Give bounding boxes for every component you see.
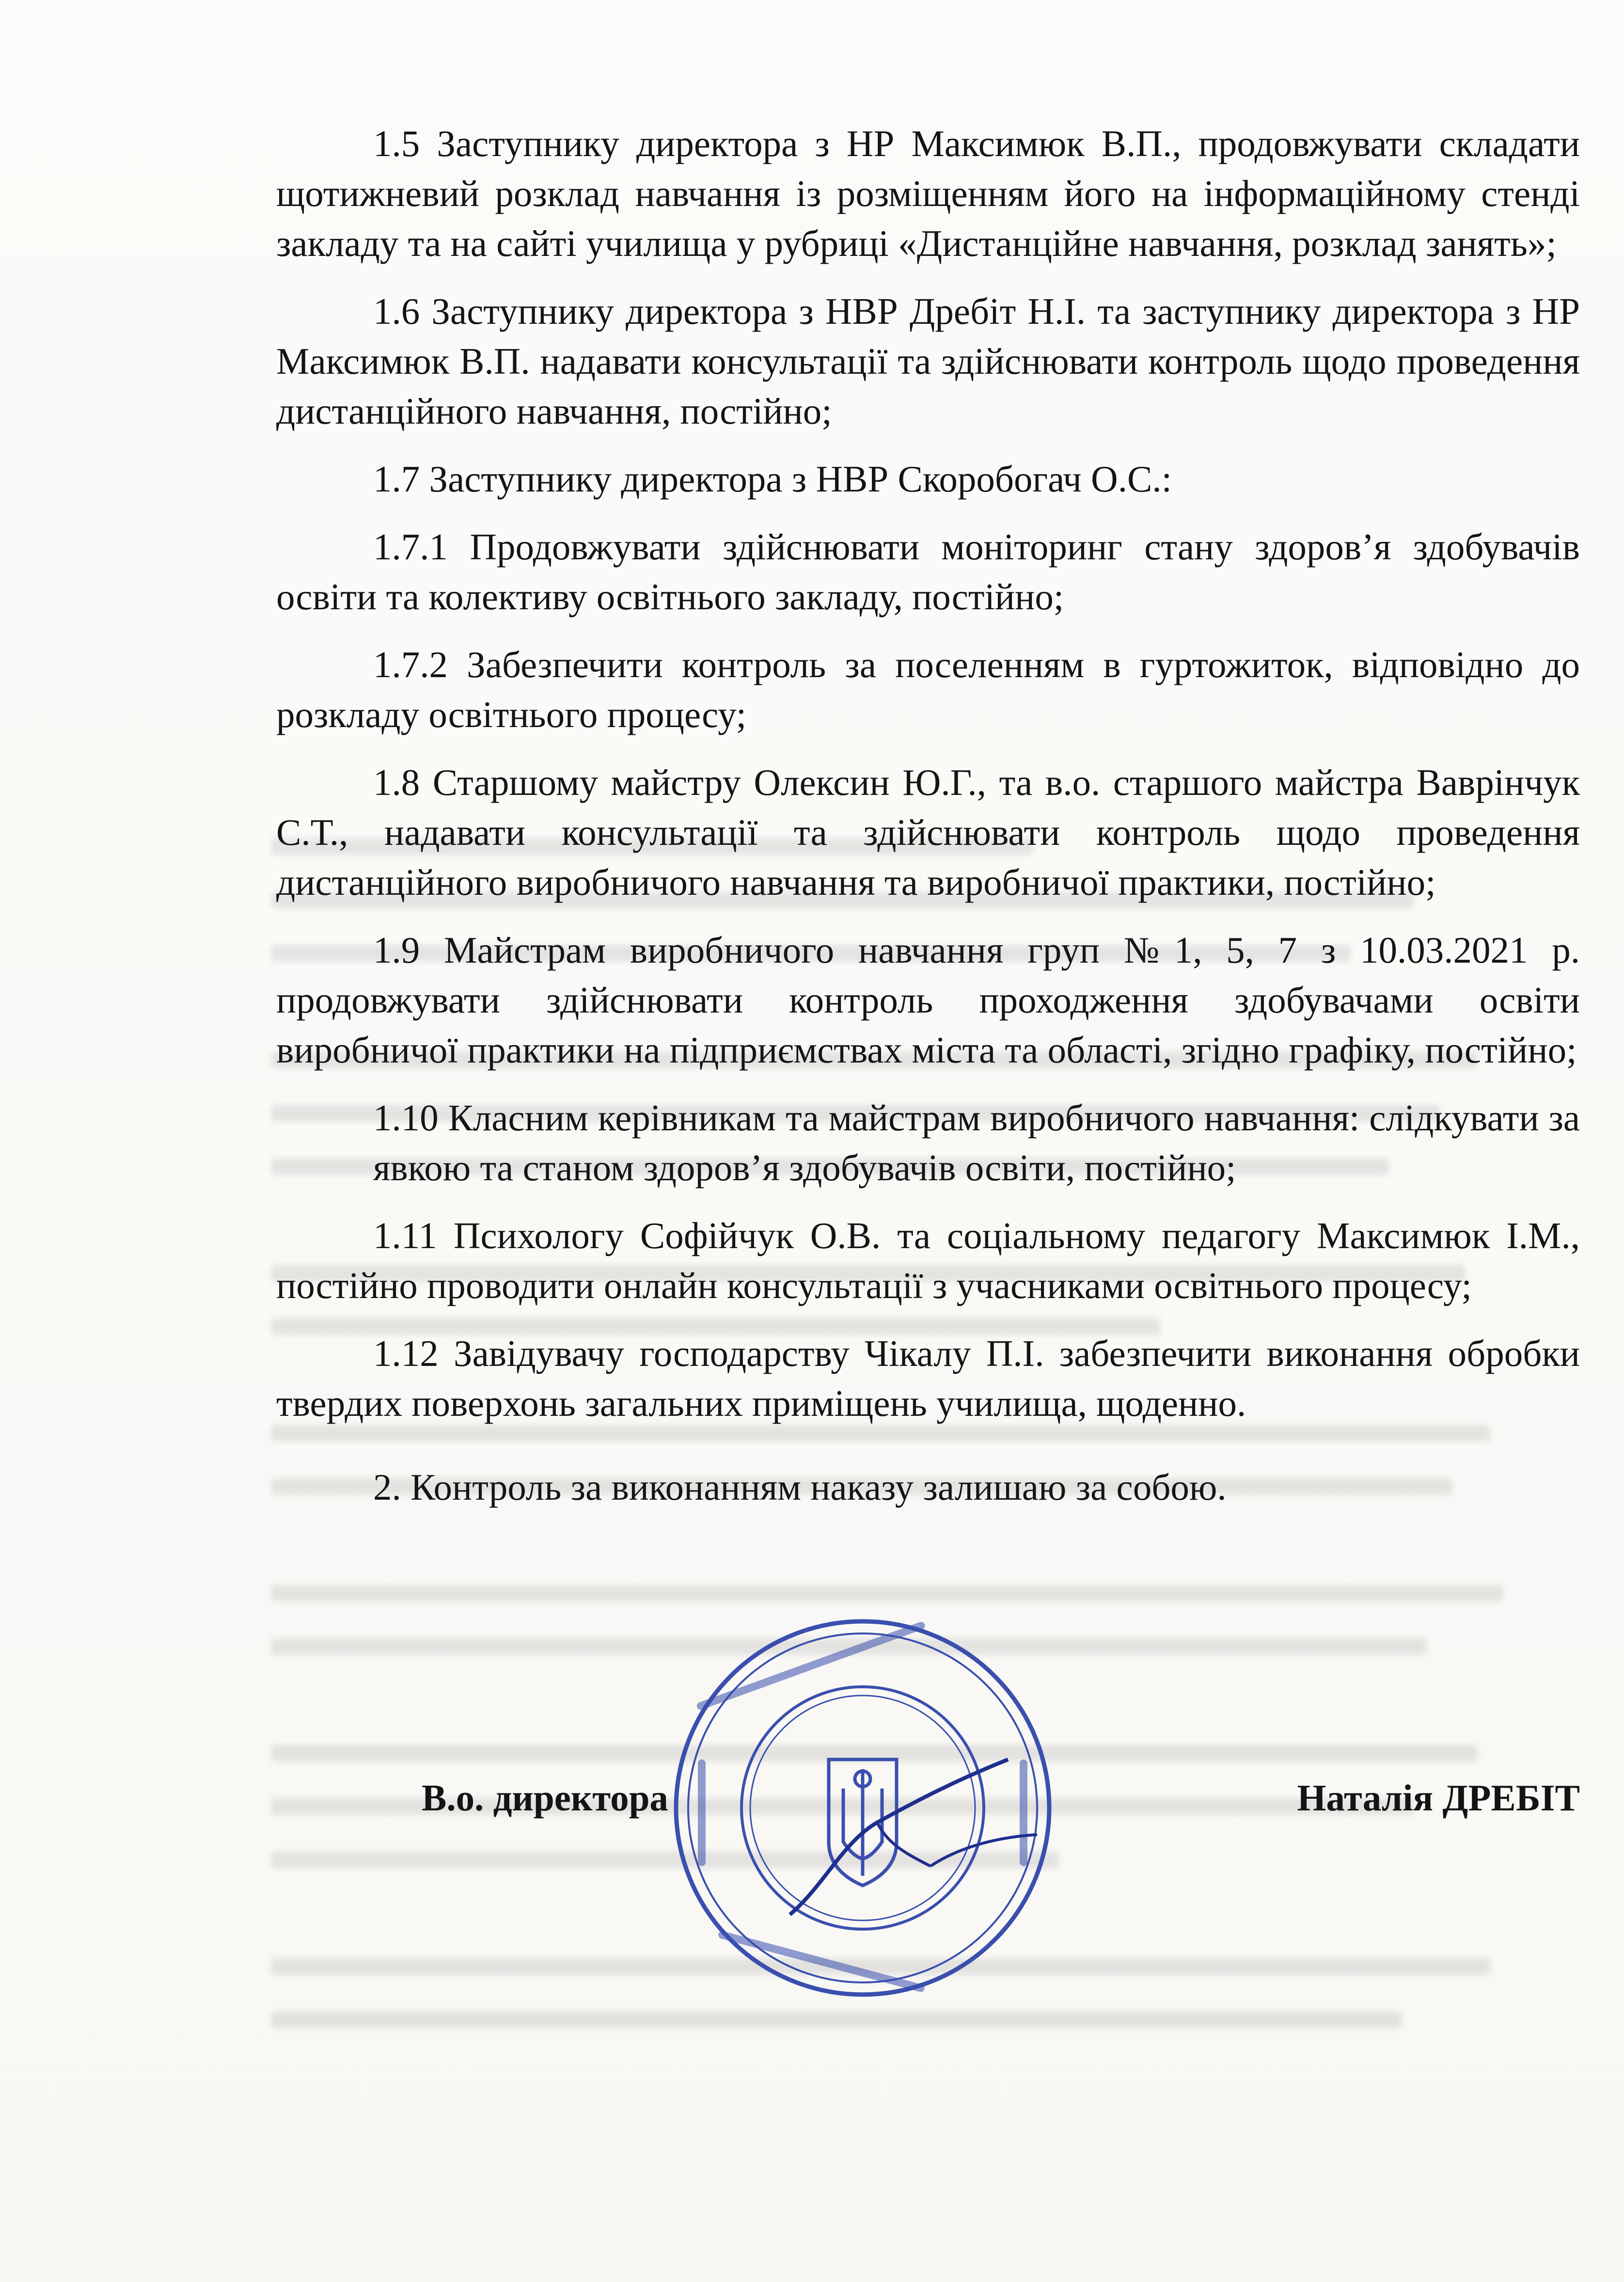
clause-1-7: 1.7 Заступнику директора з НВР Скоробогач О.С.: [373,458,1172,500]
clause-1-10: 1.10 Класним керівникам та майстрам виробничого навчання: слідкувати за явкою та станом здоров’я здобувачів освіти, постійно; [373,1097,1580,1189]
order-body [276,119,1580,1530]
clause-1-12: 1.12 Завідувачу господарству Чікалу П.І. забезпечити виконання обробки твердих поверхонь загальних приміщень училища, щоденно. [276,1332,1580,1424]
clause-2: 2. Контроль за виконанням наказу залишаю за собою. [373,1466,1227,1508]
signatory-position: В.о. директора [422,1777,668,1819]
signatory-name: Наталія ДРЕБІТ [1297,1777,1580,1819]
clause-1-11: 1.11 Психологу Софійчук О.В. та соціальному педагогу Максимюк І.М., постійно проводити онлайн консультації з учасниками освітнього процесу; [276,1215,1580,1306]
clause-1-8: 1.8 Старшому майстру Олексин Ю.Г., та в.о. старшого майстра Ваврінчук С.Т., надавати консультації та здійснювати контроль щодо проведення дистанційного виробничого навчання та виробничої практики, постійно; [276,761,1580,903]
clause-1-7-2: 1.7.2 Забезпечити контроль за поселенням в гуртожиток, відповідно до розкладу освітнього процесу; [276,644,1580,735]
clause-1-6: 1.6 Заступнику директора з НВР Дребіт Н.І. та заступнику директора з НР Максимюк В.П. надавати консультації та здійснювати контроль щодо проведення дистанційного навчання, постійно; [276,290,1580,432]
clause-1-9: 1.9 Майстрам виробничого навчання груп №1, 5, 7 з 10.03.2021 р. продовжувати здійснювати контроль проходження здобувачами освіти виробничої практики на підприємствах міста та області, згідно графіку, постійно; [276,929,1580,1071]
clause-1-7-1: 1.7.1 Продовжувати здійснювати моніторинг стану здоров’я здобувачів освіти та колективу освітнього закладу, постійно; [276,526,1580,618]
clause-1-5: 1.5 Заступнику директора з НР Максимюк В.П., продовжувати складати щотижневий розклад навчання із розміщенням його на інформаційному стенді закладу та на сайті училища у рубриці «Дистанційне навчання, розклад занять»; [276,123,1580,264]
signature-block [276,1776,1580,1835]
